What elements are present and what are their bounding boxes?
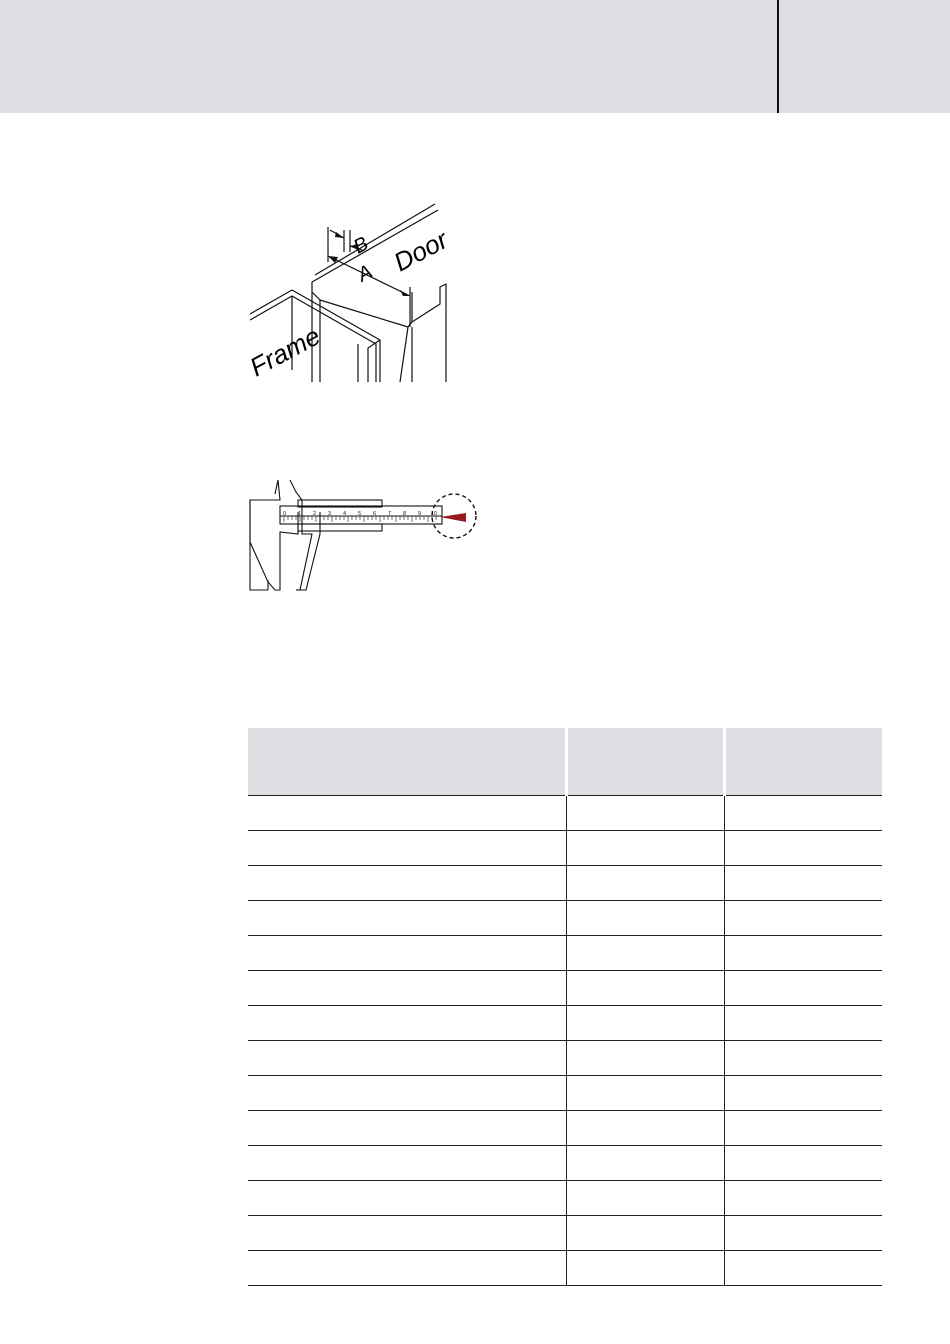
table-cell[interactable]	[566, 971, 724, 1006]
table-header-row	[248, 728, 882, 796]
table-row	[248, 1006, 882, 1041]
table-cell[interactable]	[724, 1006, 882, 1041]
table-cell[interactable]	[566, 1076, 724, 1111]
table-row	[248, 1181, 882, 1216]
table-cell[interactable]	[566, 1041, 724, 1076]
caliper-diagram	[240, 472, 485, 602]
scale-tick-3: 3	[328, 511, 332, 517]
table-cell[interactable]	[566, 901, 724, 936]
table-row	[248, 1111, 882, 1146]
table-cell[interactable]	[248, 831, 566, 866]
table-row	[248, 1251, 882, 1286]
scale-tick-7: 7	[388, 511, 392, 517]
table-row	[248, 1076, 882, 1111]
table-cell[interactable]	[724, 901, 882, 936]
table-cell[interactable]	[248, 1251, 566, 1286]
table-header-cell	[724, 728, 882, 796]
table-cell[interactable]	[724, 971, 882, 1006]
table-cell[interactable]	[566, 936, 724, 971]
label-door: Door	[388, 224, 453, 278]
table-cell[interactable]	[724, 866, 882, 901]
scale-tick-4: 4	[343, 511, 347, 517]
table-cell[interactable]	[248, 1146, 566, 1181]
page-header-band	[0, 0, 950, 113]
table-header-cell	[248, 728, 566, 796]
table-row	[248, 1216, 882, 1251]
table-cell[interactable]	[566, 831, 724, 866]
scale-tick-0: 0	[283, 511, 287, 517]
measurement-table	[248, 728, 882, 1286]
page-header-divider	[777, 0, 779, 113]
table-cell[interactable]	[724, 1181, 882, 1216]
table-cell[interactable]	[566, 1006, 724, 1041]
scale-tick-8: 8	[403, 511, 407, 517]
table-cell[interactable]	[248, 1216, 566, 1251]
label-a: A	[354, 260, 377, 287]
table-cell[interactable]	[724, 796, 882, 831]
table-cell[interactable]	[566, 1181, 724, 1216]
table-cell[interactable]	[248, 1181, 566, 1216]
table-cell[interactable]	[566, 1251, 724, 1286]
scale-tick-5: 5	[358, 511, 362, 517]
table-cell[interactable]	[566, 866, 724, 901]
table-cell[interactable]	[248, 901, 566, 936]
table-cell[interactable]	[724, 936, 882, 971]
table-row	[248, 831, 882, 866]
scale-tick-10: 10	[431, 511, 438, 517]
table-cell[interactable]	[248, 796, 566, 831]
table-header-cell	[566, 728, 724, 796]
caliper-body	[250, 480, 442, 590]
label-b: B	[350, 232, 373, 259]
scale-tick-1: 1	[298, 511, 302, 517]
table-cell[interactable]	[248, 1041, 566, 1076]
table-cell[interactable]	[248, 1076, 566, 1111]
table-cell[interactable]	[566, 1216, 724, 1251]
table-cell[interactable]	[724, 1251, 882, 1286]
table-cell[interactable]	[248, 971, 566, 1006]
table-row	[248, 1146, 882, 1181]
table-cell[interactable]	[724, 1076, 882, 1111]
table-cell[interactable]	[566, 1146, 724, 1181]
table-cell[interactable]	[248, 936, 566, 971]
label-frame: Frame	[244, 320, 326, 383]
scale-tick-6: 6	[373, 511, 377, 517]
depth-rod-highlight	[440, 513, 466, 522]
table-row	[248, 866, 882, 901]
table-row	[248, 796, 882, 831]
table-row	[248, 936, 882, 971]
table-cell[interactable]	[724, 1216, 882, 1251]
table-cell[interactable]	[248, 1111, 566, 1146]
table-cell[interactable]	[248, 1006, 566, 1041]
door-frame-diagram	[240, 192, 480, 387]
table-cell[interactable]	[566, 796, 724, 831]
scale-tick-9: 9	[418, 511, 422, 517]
scale-tick-2: 2	[313, 511, 317, 517]
table-cell[interactable]	[724, 831, 882, 866]
table-cell[interactable]	[724, 1111, 882, 1146]
table-row	[248, 971, 882, 1006]
table-cell[interactable]	[566, 1111, 724, 1146]
table-cell[interactable]	[248, 866, 566, 901]
table-cell[interactable]	[724, 1041, 882, 1076]
table-row	[248, 901, 882, 936]
table-cell[interactable]	[724, 1146, 882, 1181]
table-row	[248, 1041, 882, 1076]
